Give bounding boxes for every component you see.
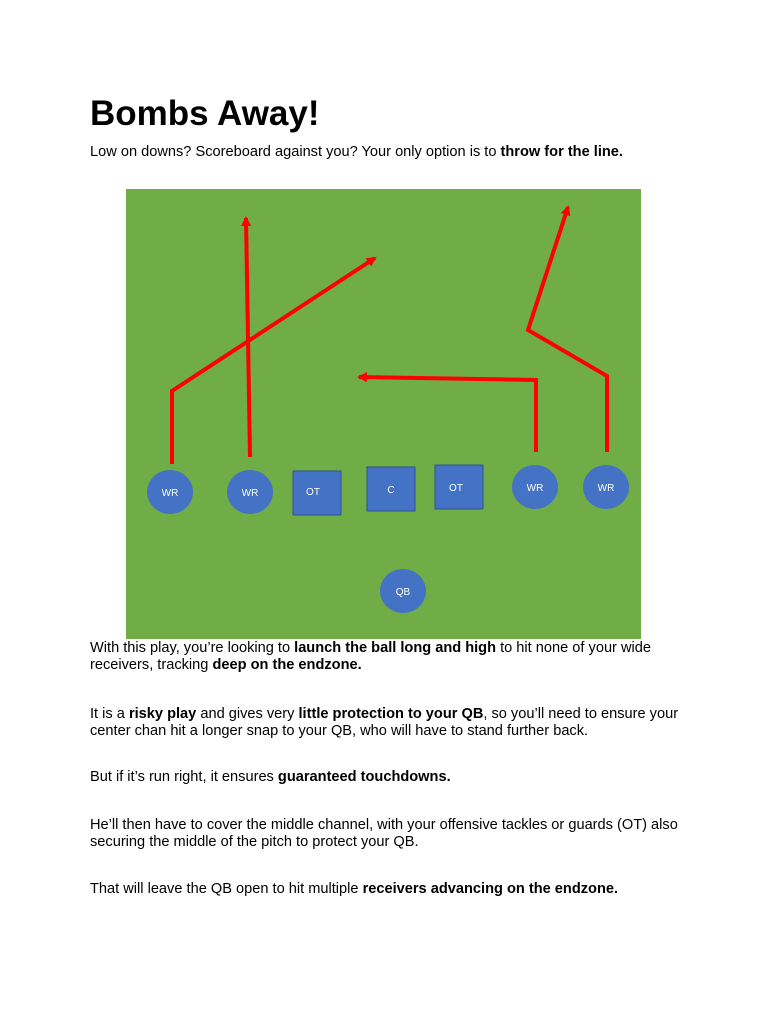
intro-bold: throw for the line. (500, 144, 623, 160)
paragraph-touchdowns-bold: guaranteed touchdowns. (277, 769, 451, 785)
paragraph-touchdowns-text: But if it’s run right, it ensures (90, 769, 278, 785)
paragraph-risk-bold-2: little protection to your QB (298, 706, 484, 722)
paragraph-risk-text-1: It is a (90, 706, 129, 722)
player-wr2 (227, 470, 273, 514)
paragraph-cover-text: He’ll then have to cover the middle channel, with your offensive tackles or guards (OT) also securing the middle of the pitch to protect your QB. (90, 817, 678, 850)
player-ot1-label: OT (306, 487, 320, 498)
player-wr4-label: WR (597, 483, 615, 494)
player-wr3 (512, 465, 558, 509)
paragraph-risk-text-2: and gives very (196, 706, 299, 722)
player-c-label: C (387, 485, 395, 496)
paragraph-risk-text-3: , so you’ll need to ensure your center chan hit a longer snap to your QB, who will have to stand further back. (90, 706, 679, 739)
player-ot1 (293, 471, 341, 515)
player-wr1-label: WR (161, 488, 179, 499)
player-wr2-label: WR (241, 488, 259, 499)
intro-paragraph (90, 144, 690, 161)
paragraph-launch-bold-2: deep on the endzone. (212, 657, 362, 673)
page-title: Bombs Away! (90, 94, 320, 133)
player-wr4 (583, 465, 629, 509)
player-ot2 (435, 465, 483, 509)
paragraph-risk (90, 706, 690, 740)
paragraph-receivers (90, 881, 690, 898)
paragraph-touchdowns (90, 769, 690, 786)
paragraph-launch-text-2: to hit none of your wide receivers, tracking (90, 640, 651, 673)
paragraph-launch-text-1: With this play, you’re looking to (90, 640, 295, 656)
play-diagram (126, 189, 641, 639)
player-c (367, 467, 415, 511)
paragraph-receivers-text: That will leave the QB open to hit multiple (90, 881, 363, 897)
paragraph-launch-bold-1: launch the ball long and high (294, 640, 497, 656)
paragraph-cover (90, 817, 690, 851)
player-wr3-label: WR (526, 483, 544, 494)
intro-text: Low on downs? Scoreboard against you? Your only option is to (90, 144, 501, 160)
player-wr1 (147, 470, 193, 514)
paragraph-receivers-bold: receivers advancing on the endzone. (362, 881, 619, 897)
player-qb-label: QB (395, 587, 411, 598)
paragraph-risk-bold-1: risky play (128, 706, 197, 722)
player-ot2-label: OT (449, 483, 463, 494)
play-diagram-svg (126, 189, 641, 639)
player-qb (380, 569, 426, 613)
paragraph-launch (90, 640, 690, 674)
football-field (126, 189, 641, 639)
